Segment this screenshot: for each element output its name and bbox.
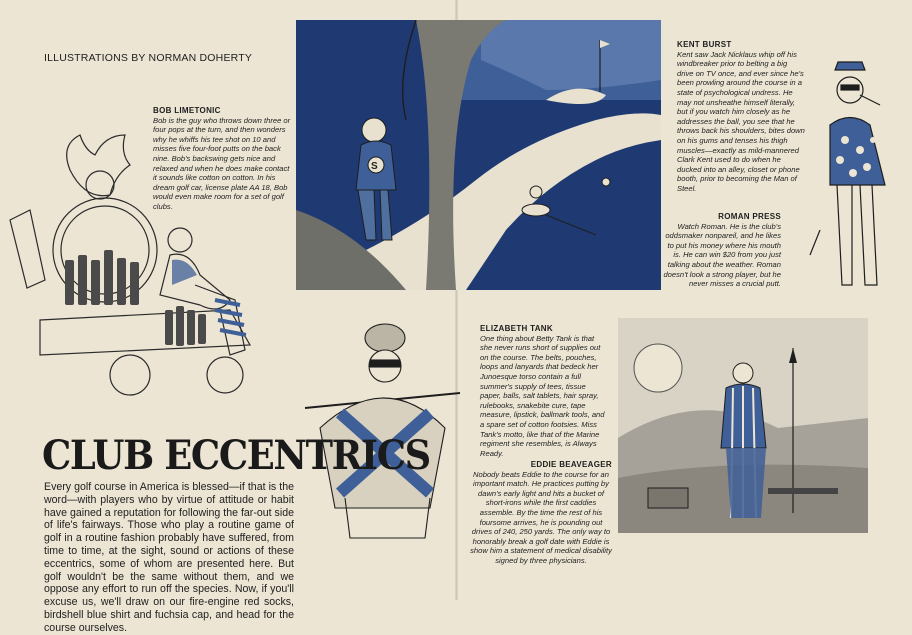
roman-press-illustration bbox=[805, 55, 900, 295]
article-title: CLUB ECCENTRICS bbox=[42, 432, 430, 479]
profile-text: Nobody beats Eddie to the course for an important match. He practices putting by dawn's early light and hits a bucket of short-irons while the first caddies assemble. By the time the rest of his foursome arrives, he is pounding out drives of 240, 250 yards. The only way to honorably break a golf date with Eddie is show him a statement of medical disability signed by three physicians. bbox=[470, 469, 612, 565]
profile-elizabeth-tank bbox=[480, 324, 608, 458]
kent-burst-illustration bbox=[296, 20, 661, 295]
profile-kent-burst bbox=[677, 40, 805, 194]
profile-name: ELIZABETH TANK bbox=[480, 324, 553, 333]
profile-bob-limetonic bbox=[153, 106, 293, 212]
profile-text: One thing about Betty Tank is that she never runs short of supplies out on the course. The belts, pouches, loops and lanyards that bedeck her Junoesque torso contain a full summer's supply of tees, tissue paper, balls, salt tablets, hair spray, rulebooks, snakebite cure, tape measure, lipstick, ballmark tools, and a spare set of cotton footsies. Miss Tank's motto, like that of the Marine regiment she resembles, is Always Ready. bbox=[480, 333, 605, 458]
profile-roman-press bbox=[658, 212, 781, 289]
profile-text: Kent saw Jack Nicklaus whip off his windbreaker prior to belting a big drive on TV once, and ever since he's been prowling around the course in a state of psychological undress. He may not unsheathe himself literally, but if you watch him closely as he addresses the ball, you see that he throws back his shoulders, bites down on his gums and tenses his thigh muscles—exactly as mild-mannered Clark Kent used to do when he ducked into an alley, closet or phone booth, prior to becoming the Man of Steel. bbox=[677, 49, 805, 193]
intro-paragraph: Every golf course in America is blessed—if that is the word—with players who by virtue of attitude or habit have gained a reputation for following the far-out side of life's fairways. Those who play a routine game of golf in a routine fashion probably have suffered, from time to time, at the sight, sound or actions of these eccentrics, some of whom are presented here. But golf wouldn't be the same without them, and we oppose any effort to run off the species. Now, if you'll excuse us, we'll draw on our fire-engine red socks, birdshell blue shirt and fuchsia cap, and head for the course ourselves. bbox=[44, 481, 294, 634]
profile-text: Bob is the guy who throws down three or four pops at the turn, and then wonders why he whiffs his tee shot on 10 and misses five four-foot putts on the back nine. Bob's backswing gets nice and relaxed and when he does make contact it sounds like cotton on cotton. In his dream golf car, license plate AA 18, Bob would even make room for a set of golf clubs. bbox=[153, 115, 291, 211]
illustration-credit: ILLUSTRATIONS BY NORMAN DOHERTY bbox=[44, 52, 253, 64]
profile-name: KENT BURST bbox=[677, 40, 732, 49]
profile-name: EDDIE BEAVEAGER bbox=[530, 460, 612, 469]
profile-text: Watch Roman. He is the club's oddsmaker nonpareil, and he likes to put his money where his mouth is. He can win $20 from you just talking about the weather. Roman doesn't look a strong player, but he never misses a crucial putt. bbox=[663, 221, 781, 289]
svg-text:S: S bbox=[371, 161, 378, 172]
profile-eddie-beaveager bbox=[470, 460, 612, 566]
profile-name: ROMAN PRESS bbox=[718, 212, 781, 221]
profile-name: BOB LIMETONIC bbox=[153, 106, 221, 115]
eddie-beaveager-illustration bbox=[618, 318, 868, 533]
